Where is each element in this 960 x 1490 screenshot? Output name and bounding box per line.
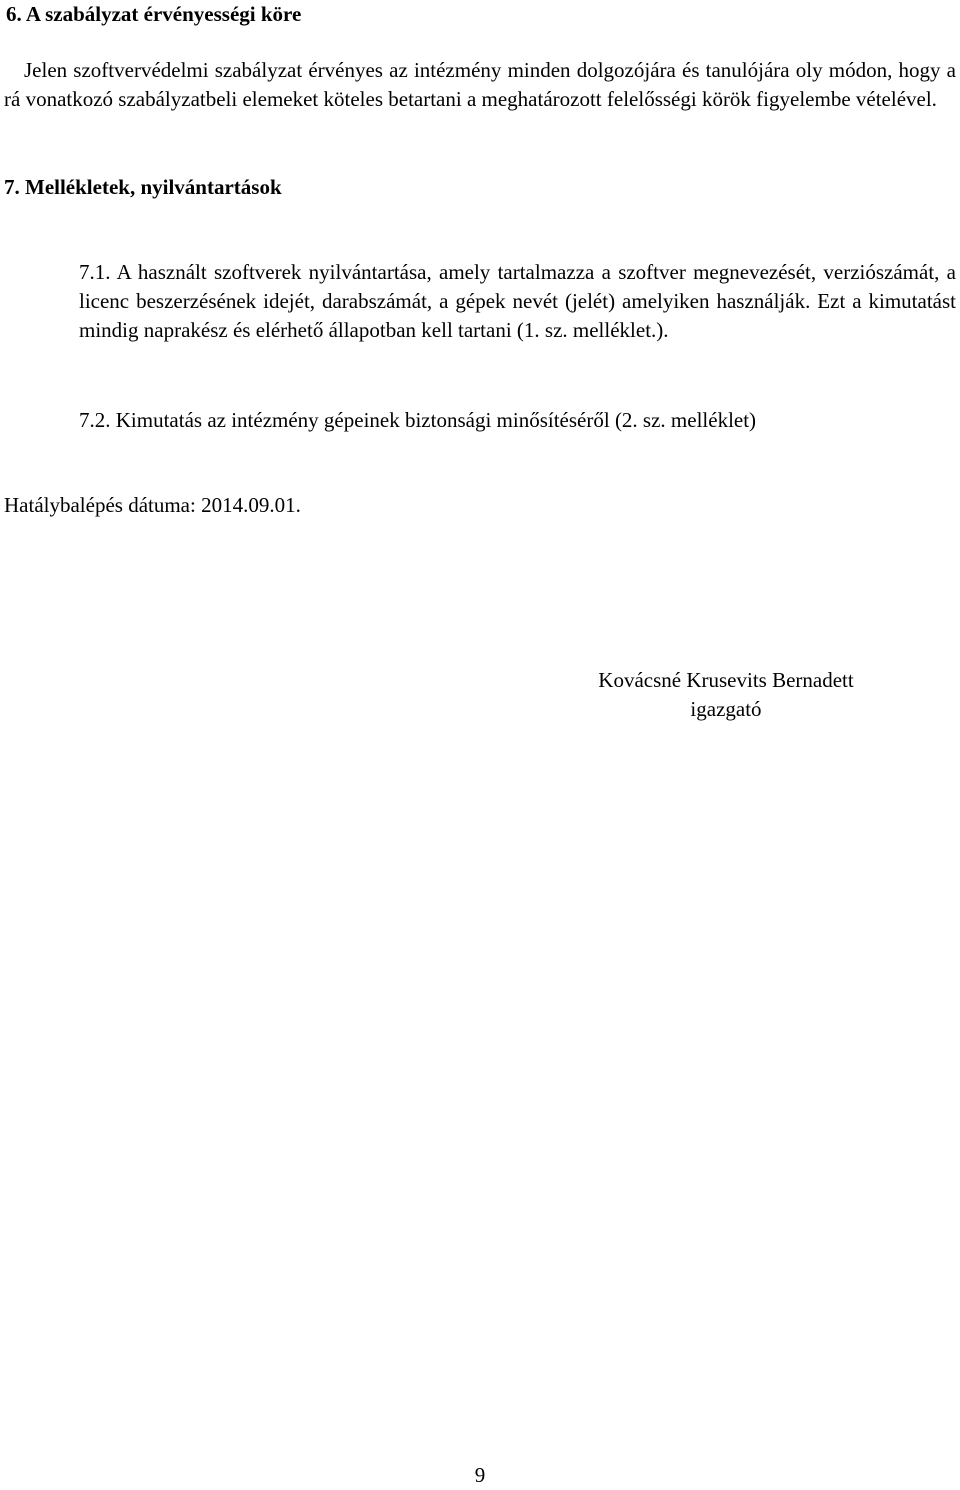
- section-6-paragraph: Jelen szoftvervédelmi szabályzat érvényes az intézmény minden dolgozójára és tanulójára oly módon, hogy a rá vonatkozó szabályzatbeli elemeket köteles betartani a meghatározott felelősségi körök figyelembe vételével.: [4, 58, 956, 111]
- signatory-role: igazgató: [690, 697, 762, 721]
- section-7-item-2: 7.2. Kimutatás az intézmény gépeinek biztonsági minősítéséről (2. sz. melléklet): [79, 408, 757, 432]
- section-7-item-1: 7.1. A használt szoftverek nyilvántartása, amely tartalmazza a szoftver megnevezését, verziószámát, a licenc beszerzésének idejét, darabszámát, a gépek nevét (jelét) amelyiken használják. Ezt a kimutatást mindig naprakész és elérhető állapotban kell tartani (1. sz. melléklet.).: [79, 260, 956, 342]
- page-number: 9: [474, 1463, 486, 1487]
- section-7-heading: 7. Mellékletek, nyilvántartások: [4, 175, 282, 199]
- signature-block: [540, 666, 912, 724]
- section-6-heading: 6. A szabályzat érvényességi köre: [6, 2, 302, 26]
- effective-date: Hatálybalépés dátuma: 2014.09.01.: [4, 493, 301, 517]
- signatory-name: Kovácsné Krusevits Bernadett: [598, 668, 854, 692]
